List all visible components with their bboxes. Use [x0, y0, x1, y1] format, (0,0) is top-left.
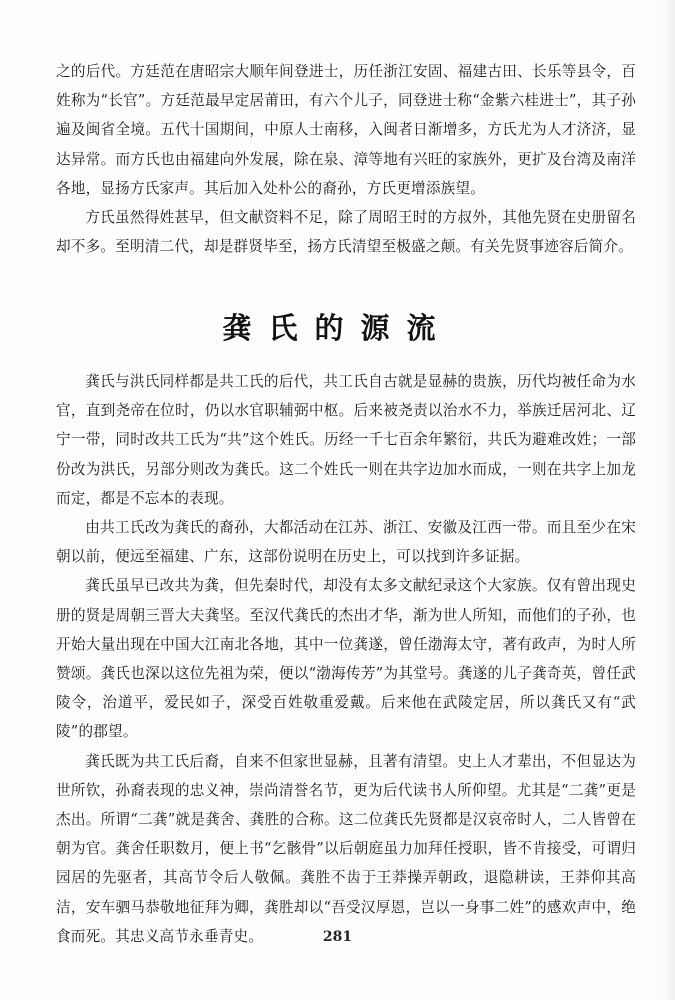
top-text-block: [56, 57, 636, 261]
page-number: 281: [322, 929, 353, 945]
scan-edge: [661, 0, 675, 1000]
paragraph: 龚氏既为共工氏后裔，自来不但家世显赫，且著有清望。史上人才辈出，不但显达为世所钦，孙裔表现的忠义神，崇尚清誉名节，更为后代读书人所仰望。尤其是“二龚”更是杰出。所谓“二龚”就是龚舍、龚胜的合称。这二位龚氏先贤都是汉哀帝时人，二人皆曾在朝为官。龚舍任职数月，便上书“乞骸骨”以后朝庭虽力加拜任授职，皆不肯接受，可谓归园居的先驱者，其高节令后人敬佩。龚胜不齿于王莽操弄朝政，退隐耕读，王莽仰其高洁，安车驷马恭敬地征拜为卿，龚胜却以“吾受汉厚恩，岂以一身事二姓”的感欢声中，绝食而死。其忠义高节永垂青史。: [56, 752, 636, 945]
section-title: 龚氏的源流: [222, 311, 453, 345]
paragraph: 龚氏虽早已改共为龚，但先秦时代，却没有太多文献纪录这个大家族。仅有曾出现史册的贤是周朝三晋大夫龚坚。至汉代龚氏的杰出才华，渐为世人所知，而他们的子孙，也开始大量出现在中国大江南北各地，其中一位龚遂，曾任渤海太守，著有政声，为时人所赞颂。龚氏也深以这位先祖为荣，便以“渤海传芳”为其堂号。龚遂的儿子龚奇英，曾任武陵令，治道平，爱民如子，深受百姓敬重爱戴。后来他在武陵定居，所以龚氏又有“武陵”的郡望。: [56, 577, 636, 741]
paragraph: 龚氏与洪氏同样都是共工氏的后代，共工氏自古就是显赫的贵族，历代均被任命为水官，直到尧帝在位时，仍以水官职辅弼中枢。后来被尧责以治水不力，举族迁居河北、辽宁一带，同时改共工氏为“共”这个姓氏。历经一千七百余年繁衍，共氏为避难改姓；一部份改为洪氏，另部分则改为龚氏。这二个姓氏一则在共字边加水而成，一则在共字上加龙而定，都是不忘本的表现。: [56, 373, 636, 507]
paragraph: 之的后代。方廷范在唐昭宗大顺年间登进士，历任浙江安固、福建古田、长乐等县令，百姓称为“长官”。方廷范最早定居莆田，有六个儿子，同登进士称“金紫六桂进士”，其子孙遍及闽省全境。五代十国期间，中原人士南移，入闽者日渐增多，方氏尤为人才济济，显达异常。而方氏也由福建向外发展，除在泉、漳等地有兴旺的家族外，更扩及台湾及南洋各地，显扬方氏家声。其后加入处朴公的裔孙，方氏更增添族望。: [56, 63, 636, 197]
paragraph: 方氏虽然得姓甚早，但文献资料不足，除了周昭王时的方叔外，其他先贤在史册留名却不多。至明清二代，却是群贤毕至，扬方氏清望至极盛之颠。有关先贤事迹容后简介。: [56, 209, 636, 256]
bottom-text-block: [56, 367, 636, 951]
paragraph: 由共工氏改为龚氏的裔孙，大都活动在江苏、浙江、安徽及江西一带。而且至少在宋朝以前，便远至福建、广东，这部份说明在历史上，可以找到许多证据。: [56, 519, 636, 566]
